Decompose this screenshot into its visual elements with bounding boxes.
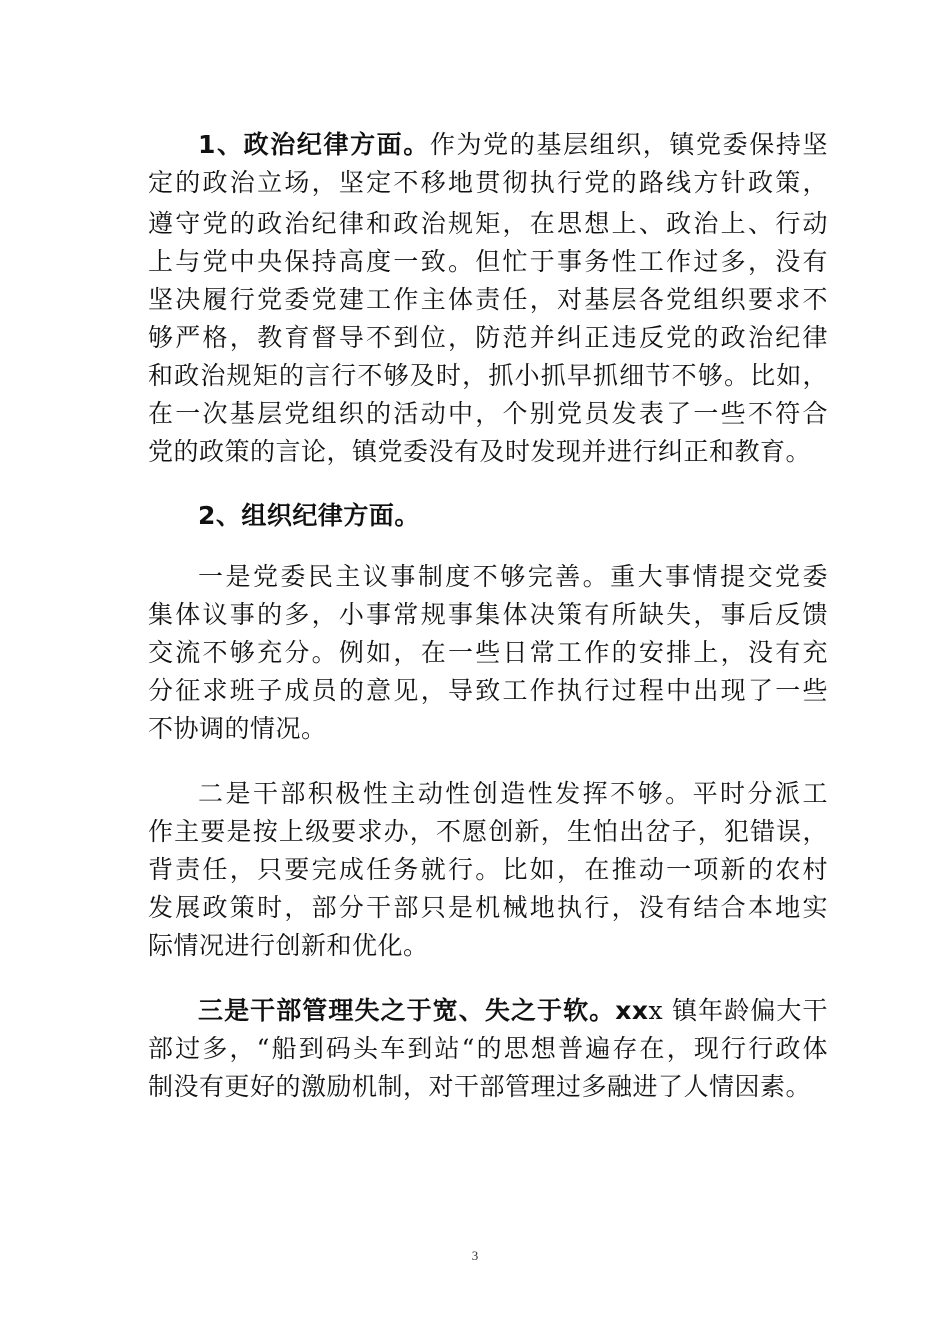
bold-latin-text: xx (615, 996, 649, 1025)
text-line: 部过多，“船到码头车到站“的思想普遍存在，现行行政体 (148, 1034, 828, 1063)
text-line: 遵守党的政治纪律和政治规矩，在思想上、政治上、行动 (148, 209, 828, 238)
page-number: 3 (471, 1248, 479, 1263)
section-heading: 2、组织纪律方面。 (198, 501, 420, 530)
text-line: 上与党中央保持高度一致。但忙于事务性工作过多，没有 (148, 247, 828, 276)
text-line: 和政治规矩的言行不够及时，抓小抓早抓细节不够。比如， (148, 361, 828, 390)
text-line: 集体议事的多，小事常规事集体决策有所缺失，事后反馈 (148, 600, 828, 629)
text-line (198, 126, 828, 164)
text-line: 二是干部积极性主动性创造性发挥不够。平时分派工 (198, 779, 828, 808)
text-line: 制没有更好的激励机制，对干部管理过多融进了人情因素。 (148, 1072, 812, 1101)
text-line: 际情况进行创新和优化。 (148, 931, 429, 960)
text-line: 坚决履行党委党建工作主体责任，对基层各党组织要求不 (148, 285, 828, 314)
section-heading: 1、政治纪律方面。 (198, 130, 430, 159)
text-line: 够严格，教育督导不到位，防范并纠正违反党的政治纪律 (148, 323, 828, 352)
section-heading: 三是干部管理失之于宽、失之于软。 (198, 996, 616, 1025)
text-line: 一是党委民主议事制度不够完善。重大事情提交党委 (198, 562, 828, 591)
text-line: 不协调的情况。 (148, 714, 327, 743)
text-line: 分征求班子成员的意见，导致工作执行过程中出现了一些 (148, 676, 828, 705)
text-line: 定的政治立场，坚定不移地贯彻执行党的路线方针政策， (148, 168, 828, 197)
text-line: 交流不够充分。例如，在一些日常工作的安排上，没有充 (148, 638, 828, 667)
paragraph-text: 作为党的基层组织，镇党委保持坚 (429, 130, 828, 159)
text-line: 党的政策的言论，镇党委没有及时发现并进行纠正和教育。 (148, 437, 812, 466)
text-line (198, 992, 828, 1030)
paragraph-text: x 镇年龄偏大干 (648, 996, 828, 1025)
text-line: 作主要是按上级要求办，不愿创新，生怕出岔子，犯错误， (148, 817, 828, 846)
text-line: 背责任，只要完成任务就行。比如，在推动一项新的农村 (148, 855, 828, 884)
text-line: 在一次基层党组织的活动中，个别党员发表了一些不符合 (148, 399, 828, 428)
text-line: 发展政策时，部分干部只是机械地执行，没有结合本地实 (148, 893, 828, 922)
text-line (198, 497, 828, 535)
